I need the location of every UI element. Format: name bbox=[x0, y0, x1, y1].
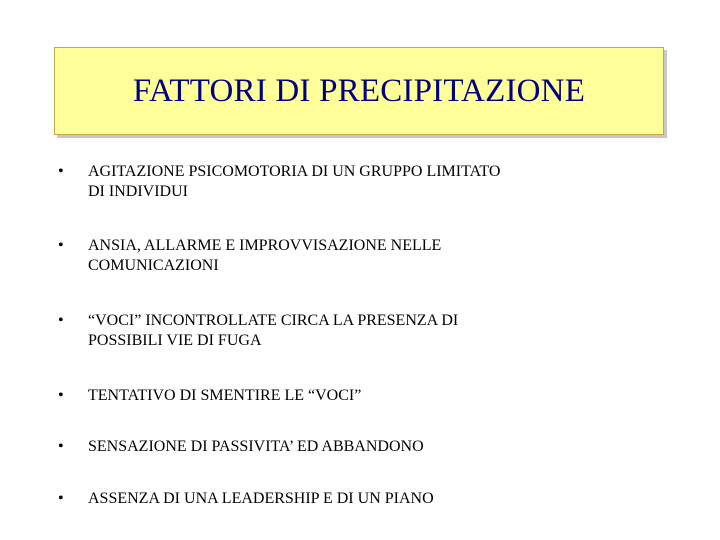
bullet-item-assenza bbox=[56, 489, 676, 509]
bullet-text: SENSAZIONE DI PASSIVITA’ ED ABBANDONO bbox=[88, 438, 424, 455]
bullet-item-agitazione bbox=[56, 162, 676, 202]
slide-title: FATTORI DI PRECIPITAZIONE bbox=[132, 72, 586, 109]
bullet-icon: • bbox=[58, 438, 64, 455]
title-box bbox=[54, 47, 664, 135]
bullet-text: TENTATIVO DI SMENTIRE LE “VOCI” bbox=[88, 387, 362, 404]
bullet-text: “VOCI” INCONTROLLATE CIRCA LA PRESENZA DI POSSIBILI VIE DI FUGA bbox=[88, 312, 459, 349]
bullet-text: AGITAZIONE PSICOMOTORIA DI UN GRUPPO LIMITATO DI INDIVIDUI bbox=[88, 163, 501, 200]
bullet-text: ANSIA, ALLARME E IMPROVVISAZIONE NELLE COMUNICAZIONI bbox=[88, 237, 442, 274]
bullet-text: ASSENZA DI UNA LEADERSHIP E DI UN PIANO bbox=[88, 490, 434, 507]
bullet-icon: • bbox=[58, 490, 64, 507]
bullet-icon: • bbox=[58, 163, 64, 180]
bullet-item-tentativo bbox=[56, 386, 676, 406]
bullet-icon: • bbox=[58, 237, 64, 254]
bullet-item-voci bbox=[56, 311, 676, 351]
bullet-item-sensazione bbox=[56, 437, 676, 457]
bullet-item-ansia bbox=[56, 236, 676, 276]
bullet-icon: • bbox=[58, 312, 64, 329]
bullet-icon: • bbox=[58, 387, 64, 404]
